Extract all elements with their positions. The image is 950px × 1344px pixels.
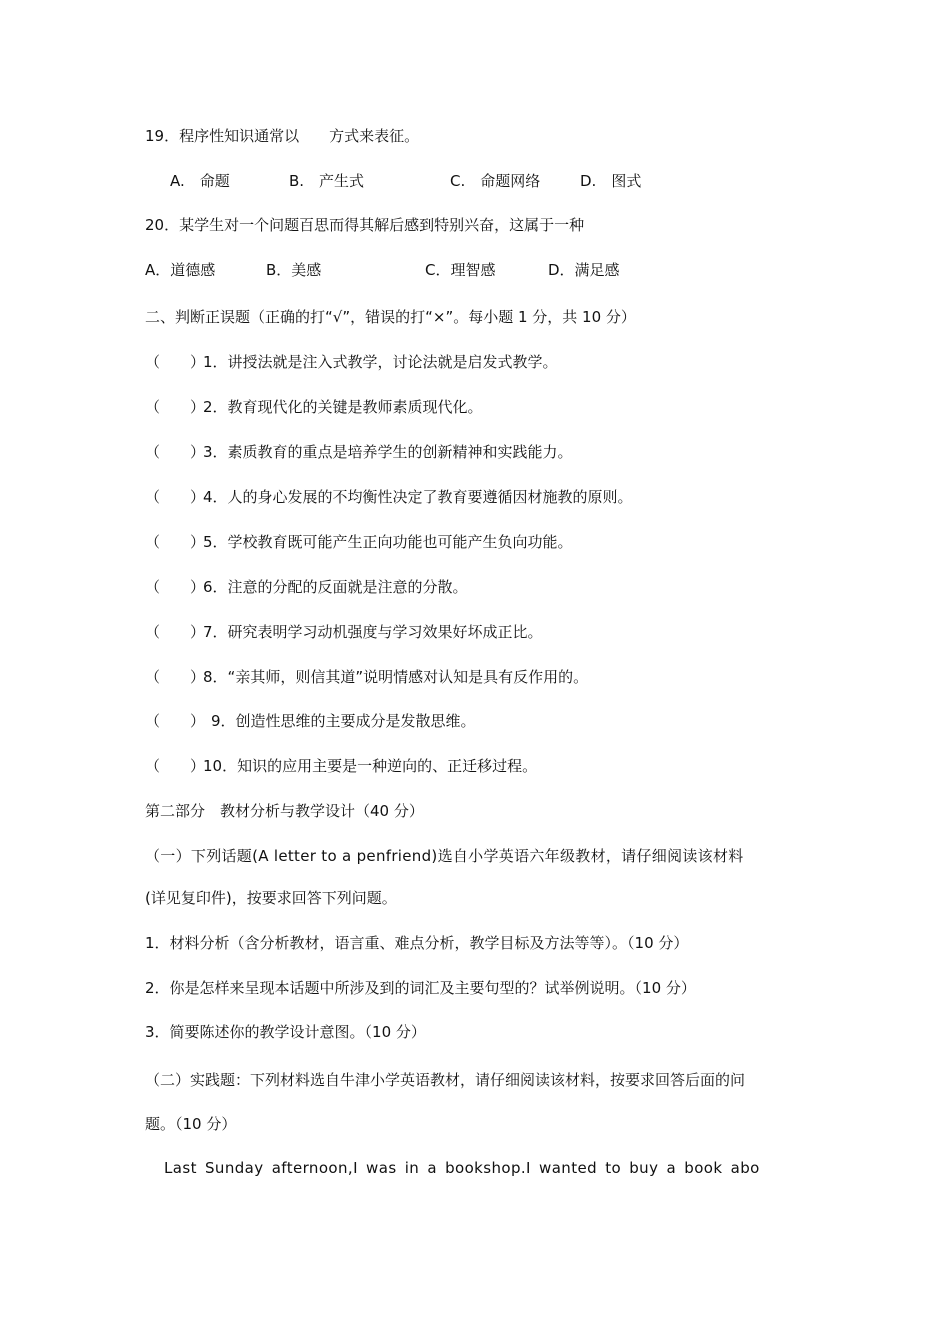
answer-blank: （ ） xyxy=(145,443,206,461)
judgment-text: 9．创造性思维的主要成分是发散思维。 xyxy=(211,712,476,730)
section-2-title: 二、判断正误题（正确的打“√”，错误的打“×”。每小题 1 分，共 10 分） xyxy=(145,308,636,326)
answer-blank: （ ） xyxy=(145,712,206,730)
judgment-text: 8．“亲其师，则信其道”说明情感对认知是具有反作用的。 xyxy=(203,668,589,686)
q20-option-d: D．满足感 xyxy=(548,261,620,279)
judgment-item xyxy=(145,711,476,731)
judgment-item xyxy=(145,756,537,776)
judgment-item xyxy=(145,487,633,507)
judgment-text: 4．人的身心发展的不均衡性决定了教育要遵循因材施教的原则。 xyxy=(203,488,633,506)
judgment-item xyxy=(145,352,558,372)
part-2-question-3: 3．简要陈述你的教学设计意图。（10 分） xyxy=(145,1023,426,1041)
part-2-sub1-line1: （一）下列话题(A letter to a penfriend)选自小学英语六年级教材，请仔细阅读该材料 xyxy=(145,847,744,865)
judgment-item xyxy=(145,622,543,642)
q19-option-d: D. 图式 xyxy=(580,172,642,190)
part-2-question-1: 1．材料分析（含分析教材，语言重、难点分析，教学目标及方法等等）。（10 分） xyxy=(145,934,689,952)
judgment-text: 7．研究表明学习动机强度与学习效果好坏成正比。 xyxy=(203,623,543,641)
q20-option-b: B．美感 xyxy=(266,261,322,279)
judgment-item xyxy=(145,397,483,417)
question-19-stem: 19．程序性知识通常以 方式来表征。 xyxy=(145,127,420,145)
q19-option-b: B. 产生式 xyxy=(289,172,365,190)
q20-option-a: A．道德感 xyxy=(145,261,216,279)
answer-blank: （ ） xyxy=(145,578,206,596)
judgment-text: 5．学校教育既可能产生正向功能也可能产生负向功能。 xyxy=(203,533,573,551)
answer-blank: （ ） xyxy=(145,533,206,551)
q19-option-a: A. 命题 xyxy=(170,172,230,190)
judgment-item xyxy=(145,577,468,597)
answer-blank: （ ） xyxy=(145,488,206,506)
question-20-stem: 20．某学生对一个问题百思而得其解后感到特别兴奋，这属于一种 xyxy=(145,216,585,234)
judgment-item xyxy=(145,532,573,552)
judgment-text: 6．注意的分配的反面就是注意的分散。 xyxy=(203,578,468,596)
part-2-sub1-line2: (详见复印件)，按要求回答下列问题。 xyxy=(145,889,397,907)
judgment-item xyxy=(145,442,573,462)
answer-blank: （ ） xyxy=(145,668,206,686)
judgment-item xyxy=(145,667,588,687)
answer-blank: （ ） xyxy=(145,398,206,416)
judgment-text: 10．知识的应用主要是一种逆向的、正迁移过程。 xyxy=(203,757,538,775)
answer-blank: （ ） xyxy=(145,353,206,371)
q19-option-c: C. 命题网络 xyxy=(450,172,541,190)
answer-blank: （ ） xyxy=(145,757,206,775)
part-2-sub2-line1: （二）实践题：下列材料选自牛津小学英语教材，请仔细阅读该材料，按要求回答后面的问 xyxy=(145,1071,746,1089)
q20-option-c: C．理智感 xyxy=(425,261,496,279)
part-2-question-2: 2．你是怎样来呈现本话题中所涉及到的词汇及主要句型的？试举例说明。（10 分） xyxy=(145,979,696,997)
judgment-text: 1．讲授法就是注入式教学，讨论法就是启发式教学。 xyxy=(203,353,558,371)
judgment-text: 3．素质教育的重点是培养学生的创新精神和实践能力。 xyxy=(203,443,573,461)
english-passage: Last Sunday afternoon,I was in a bookshop.I wanted to buy a book abo xyxy=(164,1159,760,1177)
judgment-text: 2．教育现代化的关键是教师素质现代化。 xyxy=(203,398,483,416)
part-2-sub2-line2: 题。（10 分） xyxy=(145,1115,237,1133)
answer-blank: （ ） xyxy=(145,623,206,641)
part-2-title: 第二部分 教材分析与教学设计（40 分） xyxy=(145,802,424,820)
